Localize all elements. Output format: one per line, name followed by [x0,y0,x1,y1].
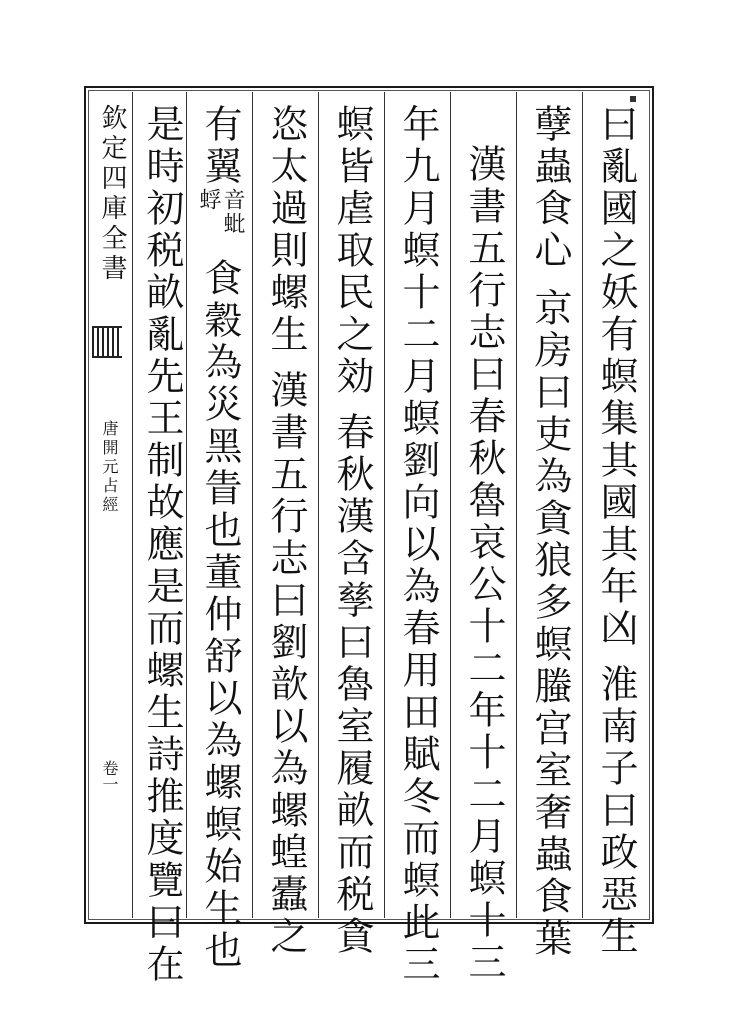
fishtail-mark [92,326,122,358]
column-text-continued: 漢書五行志曰劉歆以為螺蝗蠹之 [264,370,308,958]
column-rule [384,92,385,918]
column-text-continued: 京房曰吏為貪狼多螟螣宫室奢蟲食葉 [528,288,572,960]
column-rule [516,92,517,918]
column-rule [318,92,319,918]
column-text-continued: 食穀為災黑眚也董仲舒以為螺螟始生也 [198,258,242,972]
text-column-3 [460,104,508,984]
margin-page-number: 卷一 [100,760,119,792]
column-rule [252,92,253,918]
text-column-6 [262,104,310,958]
note-line-left: 蜉 [196,188,221,212]
margin-title: 欽定四庫全書 [97,104,127,284]
column-text: 曰亂國之妖有螟集其國其年凶 [594,104,638,650]
corner-mark [630,96,636,102]
text-column-2 [526,104,574,960]
column-text: 恣太過則螺生 [264,104,308,356]
text-column-4 [394,104,442,986]
column-rule [132,92,133,918]
column-text: 孽蟲食心 [528,104,572,272]
text-column-7 [196,104,244,972]
column-text-continued: 春秋漢含孳曰魯室履畝而税貪 [330,412,374,958]
interlinear-note [196,188,244,258]
column-text: 漢書五行志曰春秋魯哀公十二年十二月螟十三 [462,144,506,984]
column-rule [450,92,451,918]
column-rule [186,92,187,918]
text-column-8 [138,104,186,986]
column-rule [582,92,583,918]
note-line-right: 音蚍 [220,188,245,236]
column-text: 年九月螟十二月螟劉向以為春用田賦冬而螟此三 [396,104,440,986]
column-text: 有翼 [198,104,242,188]
column-text: 螟皆虐取民之効 [330,104,374,398]
column-text-continued: 淮南子曰政惡生 [594,664,638,958]
margin-subtitle: 唐開元占經 [100,420,119,515]
text-column-5 [328,104,376,958]
column-text: 是時初税畝亂先王制故應是而螺生詩推度覽曰在 [140,104,184,986]
text-column-1 [592,104,640,958]
